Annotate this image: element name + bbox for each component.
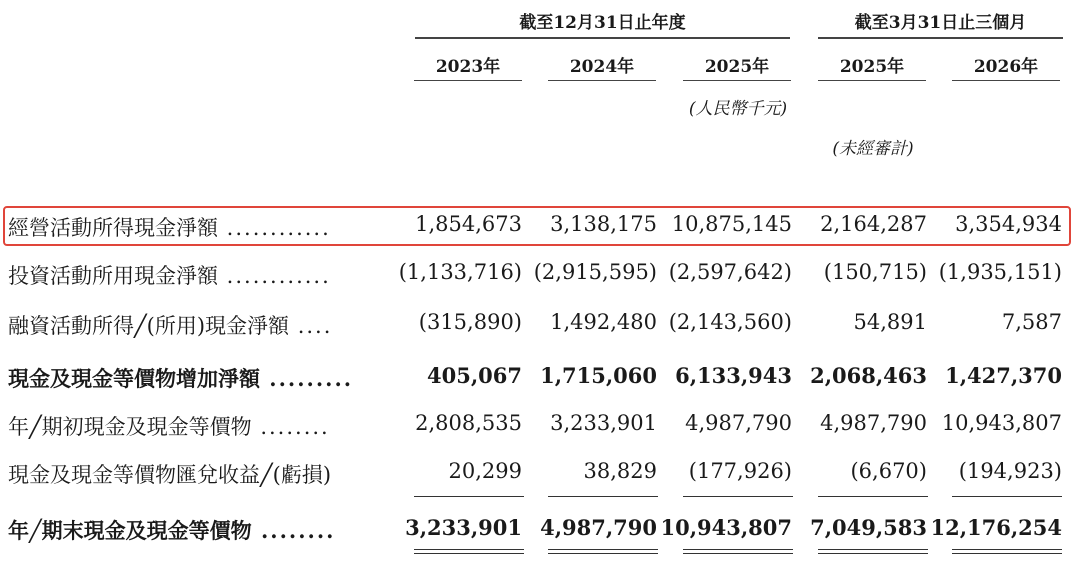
table-cell: 12,176,254 <box>930 515 1062 540</box>
table-cell: 7,587 <box>1001 310 1062 334</box>
subtotal-rule <box>414 496 524 497</box>
table-cell: 4,987,790 <box>540 515 657 540</box>
table-cell: 1,715,060 <box>540 363 657 388</box>
table-cell: (2,143,560) <box>668 310 792 334</box>
year-underline <box>414 80 522 81</box>
table-cell: 3,354,934 <box>955 212 1062 236</box>
table-cell: 3,233,901 <box>550 411 657 435</box>
leader-dots: ............ <box>218 264 331 288</box>
year-header-2023: 2023年 <box>435 57 501 77</box>
group-underline-q <box>818 37 1063 39</box>
table-cell: 7,049,583 <box>810 515 927 540</box>
row-label-text: 融資活動所得╱(所用)現金淨額 <box>8 314 290 338</box>
table-cell: (1,935,151) <box>938 260 1062 284</box>
row-label <box>8 310 332 340</box>
table-cell: (2,597,642) <box>668 260 792 284</box>
group-underline-fy <box>415 37 790 39</box>
table-cell: 1,427,370 <box>945 363 1062 388</box>
table-cell: (6,670) <box>850 459 927 483</box>
table-cell: 38,829 <box>583 459 657 483</box>
table-cell: 20,299 <box>448 459 522 483</box>
total-rule-bottom <box>952 553 1062 554</box>
table-cell: (1,133,716) <box>398 260 522 284</box>
year-underline <box>683 80 791 81</box>
year-underline <box>952 80 1060 81</box>
year-header-2025-q: 2025年 <box>839 57 905 77</box>
total-rule-top <box>548 549 658 550</box>
year-underline <box>548 80 656 81</box>
table-cell: (2,915,595) <box>533 260 657 284</box>
table-cell: 1,492,480 <box>550 310 657 334</box>
table-cell: 2,068,463 <box>810 363 927 388</box>
table-cell: 2,164,287 <box>820 212 927 236</box>
leader-dots: ............ <box>218 216 331 240</box>
table-cell: 2,808,535 <box>415 411 522 435</box>
row-label <box>8 212 331 242</box>
table-cell: 54,891 <box>853 310 927 334</box>
subtotal-rule <box>818 496 928 497</box>
leader-dots: ........ <box>251 518 336 543</box>
group-title-three-months: 截至3月31日止三個月 <box>854 13 1027 33</box>
total-rule-top <box>683 549 793 550</box>
year-header-2026-q: 2026年 <box>973 57 1039 77</box>
table-cell: (150,715) <box>823 260 927 284</box>
leader-dots: .... <box>289 314 333 338</box>
unaudited-note: (未經審計) <box>832 139 914 159</box>
row-label-text: 經營活動所得現金淨額 <box>8 216 218 240</box>
unit-note: (人民幣千元) <box>688 99 788 119</box>
table-cell: (315,890) <box>418 310 522 334</box>
total-rule-bottom <box>818 553 928 554</box>
subtotal-rule <box>683 496 793 497</box>
row-label <box>8 411 330 441</box>
row-label <box>8 459 331 489</box>
total-rule-bottom <box>548 553 658 554</box>
table-cell: 3,233,901 <box>405 515 522 540</box>
table-cell: 6,133,943 <box>675 363 792 388</box>
year-header-2024: 2024年 <box>569 57 635 77</box>
subtotal-rule <box>548 496 658 497</box>
table-cell: 4,987,790 <box>685 411 792 435</box>
row-label-text: 年╱期末現金及現金等價物 <box>8 518 252 543</box>
row-label-text: 年╱期初現金及現金等價物 <box>8 415 252 439</box>
row-label <box>8 363 353 393</box>
leader-dots: ........ <box>251 415 330 439</box>
table-cell: 10,875,145 <box>671 212 792 236</box>
table-cell: 10,943,807 <box>941 411 1062 435</box>
total-rule-bottom <box>414 553 524 554</box>
total-rule-top <box>818 549 928 550</box>
row-label-text: 投資活動所用現金淨額 <box>8 264 218 288</box>
row-label <box>8 260 331 290</box>
total-rule-top <box>952 549 1062 550</box>
table-cell: (194,923) <box>958 459 1062 483</box>
total-rule-bottom <box>683 553 793 554</box>
row-label-text: 現金及現金等價物增加淨額 <box>8 366 260 391</box>
group-title-fiscal-year: 截至12月31日止年度 <box>519 13 686 33</box>
table-cell: 3,138,175 <box>550 212 657 236</box>
table-cell: 1,854,673 <box>415 212 522 236</box>
table-cell: (177,926) <box>688 459 792 483</box>
year-underline <box>818 80 926 81</box>
leader-dots: ......... <box>260 366 354 391</box>
table-cell: 405,067 <box>427 363 522 388</box>
table-cell: 10,943,807 <box>660 515 792 540</box>
table-cell: 4,987,790 <box>820 411 927 435</box>
subtotal-rule <box>952 496 1062 497</box>
year-header-2025-fy: 2025年 <box>704 57 770 77</box>
row-label-text: 現金及現金等價物匯兌收益╱(虧損) <box>8 463 332 487</box>
row-label <box>8 515 335 545</box>
total-rule-top <box>414 549 524 550</box>
